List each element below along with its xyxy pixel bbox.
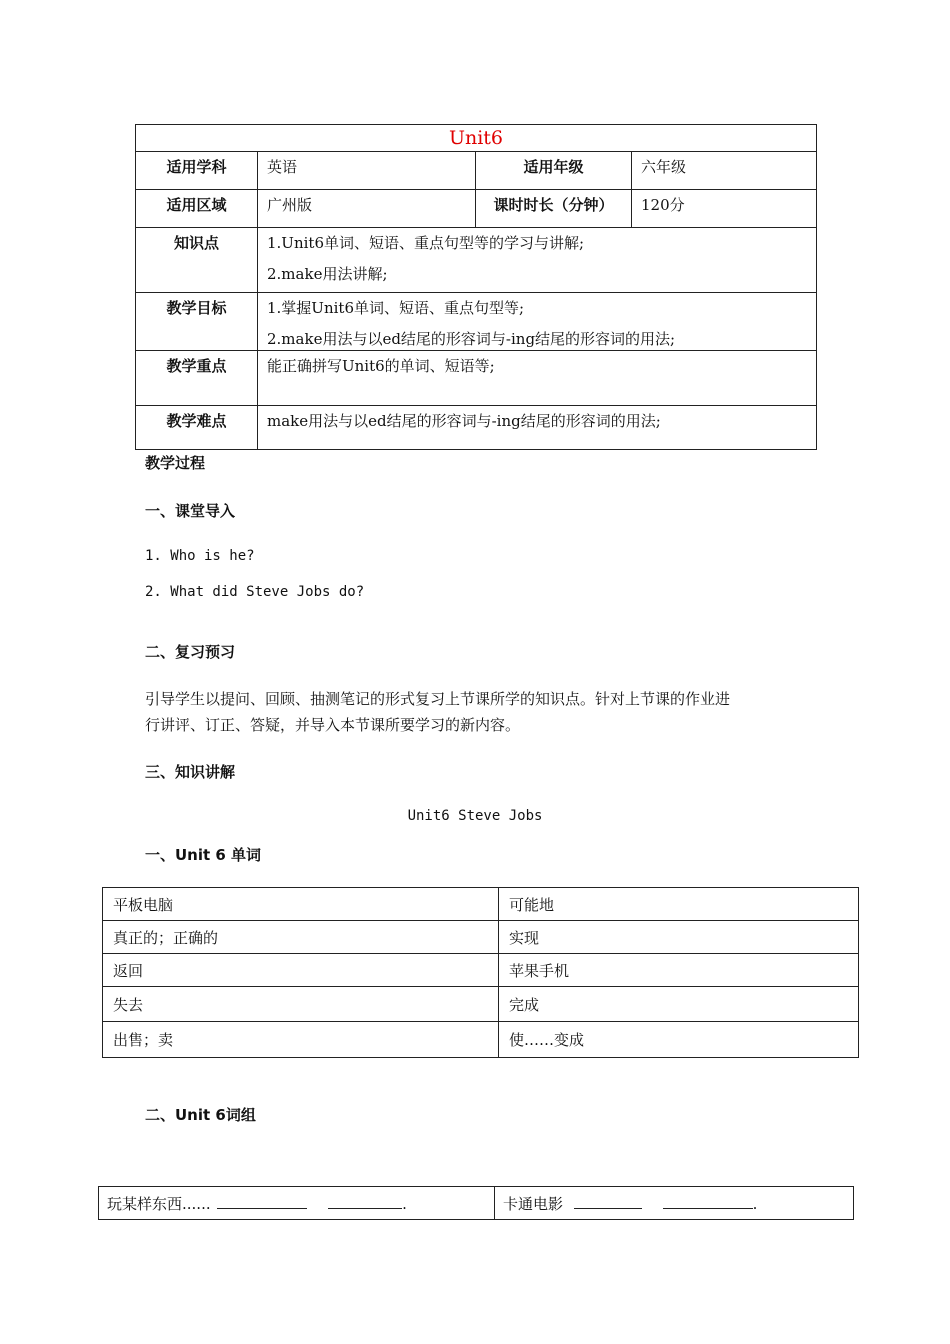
focus-label: 教学重点	[136, 351, 258, 406]
phrase-cell-left	[99, 1187, 495, 1220]
unit-center-title: Unit6 Steve Jobs	[407, 808, 543, 824]
vocab-cell: 可能地	[499, 888, 859, 921]
vocab-cell: 苹果手机	[499, 954, 859, 987]
phrase-table	[98, 1186, 854, 1220]
duration-value: 120分	[632, 190, 817, 228]
vocab-heading: 一、Unit 6 单词	[145, 846, 262, 864]
knowledge-label: 知识点	[136, 228, 258, 293]
grade-label: 适用年级	[476, 152, 632, 190]
vocab-table	[102, 887, 859, 1058]
vocab-cell: 真正的；正确的	[103, 921, 499, 954]
question-1: 1. Who is he?	[145, 548, 255, 564]
duration-label: 课时时长（分钟）	[476, 190, 632, 228]
phrase-right-text: 卡通电影	[503, 1194, 564, 1213]
phrase-left-end: .	[402, 1194, 407, 1213]
vocab-cell: 完成	[499, 987, 859, 1022]
goal-label: 教学目标	[136, 293, 258, 351]
subject-value: 英语	[258, 152, 476, 190]
table-row	[99, 1187, 854, 1220]
region-label: 适用区域	[136, 190, 258, 228]
review-line-1: 引导学生以提问、回顾、抽测笔记的形式复习上节课所学的知识点。针对上节课的作业进	[145, 690, 731, 708]
unit-title: Unit6	[136, 125, 817, 152]
answer-blank	[328, 1194, 402, 1209]
section3-heading: 三、知识讲解	[145, 763, 236, 781]
focus-line: 能正确拼写Unit6的单词、短语等;	[267, 357, 495, 375]
vocab-cell: 使……变成	[499, 1022, 859, 1058]
table-row	[103, 888, 859, 921]
knowledge-line-2: 2.make用法讲解;	[267, 265, 388, 283]
knowledge-value	[258, 228, 817, 293]
vocab-cell: 返回	[103, 954, 499, 987]
question-2: 2. What did Steve Jobs do?	[145, 584, 365, 600]
vocab-cell: 出售；卖	[103, 1022, 499, 1058]
table-row	[103, 987, 859, 1022]
phrase-heading: 二、Unit 6词组	[145, 1106, 256, 1124]
review-paragraph	[145, 686, 825, 738]
answer-blank	[217, 1194, 307, 1209]
goal-line-2: 2.make用法与以ed结尾的形容词与-ing结尾的形容词的用法;	[267, 330, 676, 348]
difficulty-label: 教学难点	[136, 406, 258, 450]
goal-value	[258, 293, 817, 351]
answer-blank	[574, 1194, 642, 1209]
vocab-cell: 实现	[499, 921, 859, 954]
vocab-cell: 失去	[103, 987, 499, 1022]
subject-label: 适用学科	[136, 152, 258, 190]
phrase-left-text: 玩某样东西......	[107, 1194, 211, 1213]
table-row	[103, 921, 859, 954]
difficulty-line: make用法与以ed结尾的形容词与-ing结尾的形容词的用法;	[267, 412, 661, 430]
review-line-2: 行讲评、订正、答疑，并导入本节课所要学习的新内容。	[145, 716, 521, 734]
vocab-cell: 平板电脑	[103, 888, 499, 921]
section2-heading: 二、复习预习	[145, 643, 236, 661]
knowledge-line-1: 1.Unit6单词、短语、重点句型等的学习与讲解;	[267, 234, 585, 252]
table-row	[103, 1022, 859, 1058]
section1-heading: 一、课堂导入	[145, 502, 236, 520]
lesson-info-table	[135, 124, 817, 450]
phrase-cell-right	[495, 1187, 854, 1220]
process-heading: 教学过程	[145, 454, 206, 472]
grade-value: 六年级	[632, 152, 817, 190]
table-row	[103, 954, 859, 987]
answer-blank	[663, 1194, 753, 1209]
goal-line-1: 1.掌握Unit6单词、短语、重点句型等;	[267, 299, 525, 317]
focus-value	[258, 351, 817, 406]
phrase-right-end: .	[752, 1194, 758, 1213]
region-value: 广州版	[258, 190, 476, 228]
difficulty-value	[258, 406, 817, 450]
